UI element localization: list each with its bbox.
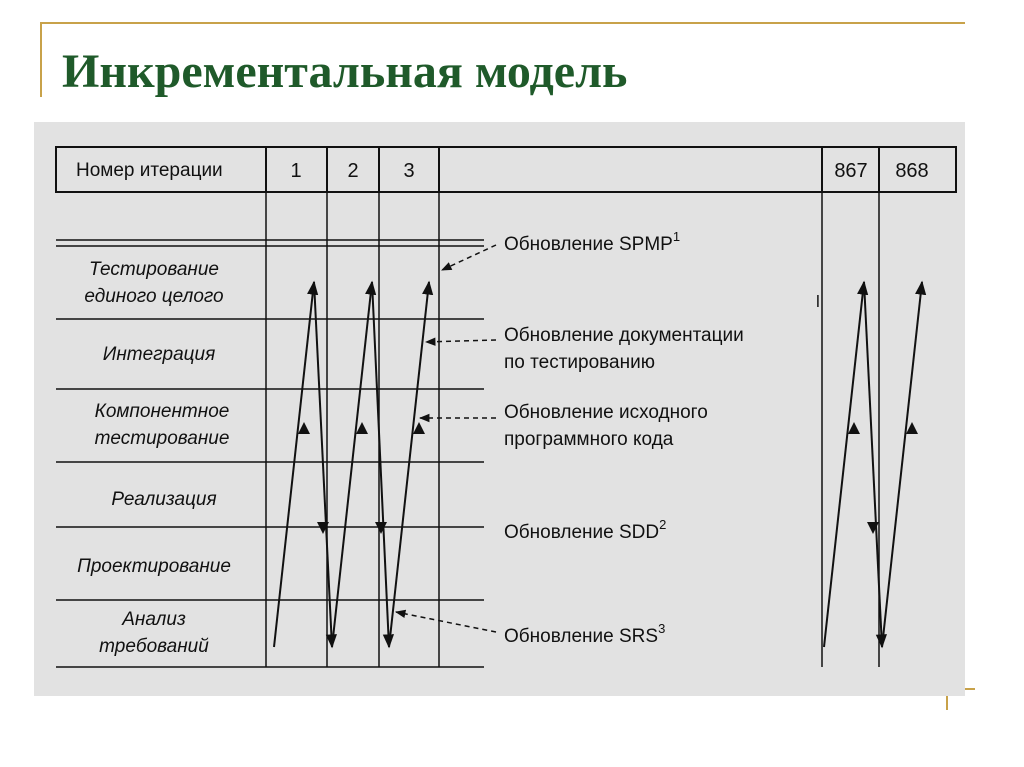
pointer-arrow [396,612,496,632]
iteration-1-return-arrow [314,282,332,647]
annotation-sdd: Обновление SDD$^2$ [504,517,667,543]
iteration-1: 1 [290,160,302,182]
phase-label-implementation: Реализация [111,489,217,510]
phase-label-integration: Интеграция [102,344,216,365]
pointer-arrow [442,245,496,270]
iteration-3: 3 [403,160,415,182]
diagram-figure [34,122,965,696]
iteration-868: 868 [895,160,929,182]
pointer-arrow [426,340,496,342]
iteration-3-forward-arrow [389,282,429,647]
annotation-source-code: Обновление исходного программного кода [504,402,708,450]
iteration-2-forward-arrow [332,282,372,647]
top-accent-line [40,22,965,24]
iteration-867: 867 [834,160,868,182]
iteration-2: 2 [347,160,359,182]
header-label: Номер итерации [76,160,223,181]
annotation-spmp: Обновление SPMP$^1$ [504,229,681,255]
iteration-1-forward-arrow [274,282,314,647]
iteration-867-forward-arrow [824,282,864,647]
phase-label-system-testing: Тестирование единого целого [84,259,224,307]
side-mark: l [816,292,820,311]
left-accent-line [40,22,42,97]
phase-label-component-testing: Компонентное тестирование [94,401,230,449]
phase-label-design: Проектирование [77,556,231,577]
phase-label-requirements: Анализ требований [99,609,209,657]
annotation-test-docs: Обновление документации по тестированию [504,325,744,373]
iteration-868-forward-arrow [882,282,922,647]
slide-title: Инкрементальная модель [62,45,628,98]
annotation-srs: Обновление SRS$^3$ [504,621,666,647]
iteration-2-return-arrow [372,282,389,647]
diagram-svg [34,122,965,696]
